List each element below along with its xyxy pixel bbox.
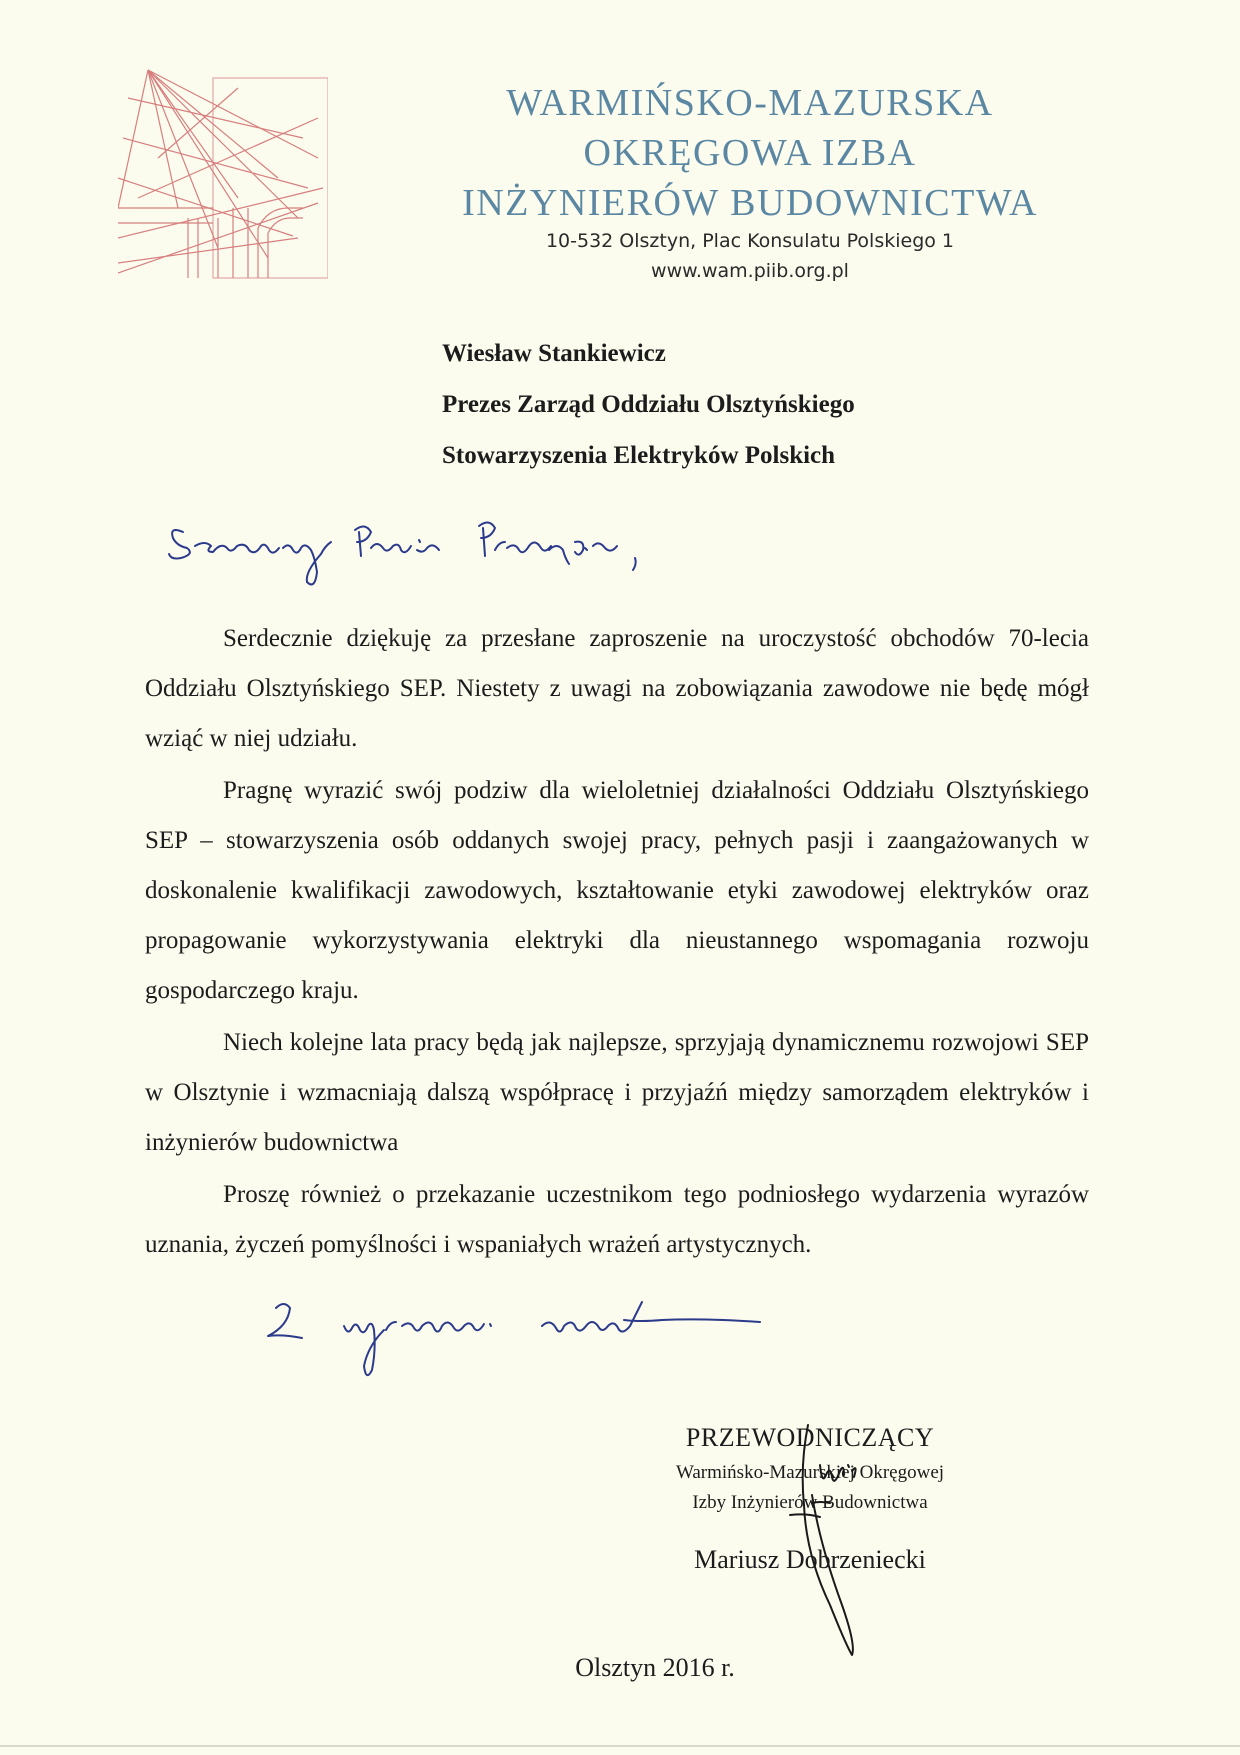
greeting-text: Szanowny Panie Prezesie,	[165, 512, 176, 513]
body-paragraph-4: Proszę również o przekazanie uczestnikom tego podniosłego wydarzenia wyrazów uznania, życzeń pomyślności i wspaniałych wrażeń artystycznych.	[145, 1181, 1089, 1258]
body-paragraph-3: Niech kolejne lata pracy będą jak najlepsze, sprzyjają dynamicznemu rozwojowi SEP w Olsztynie i wzmacniają dalszą współpracę i przyjaźń między samorządem elektryków i inżynierów budownictwa	[145, 1029, 1089, 1156]
handwritten-closing	[262, 1290, 842, 1385]
chamber-logo	[118, 58, 328, 280]
organization-contact	[500, 226, 1000, 286]
recipient-block	[442, 328, 855, 481]
signatory-title: PRZEWODNICZĄCY	[685, 1423, 935, 1452]
website: www.wam.piib.org.pl	[651, 260, 849, 282]
org-name-line-3: INŻYNIERÓW BUDOWNICTWA	[462, 182, 1038, 224]
signatory-name: Mariusz Dobrzeniecki	[694, 1545, 926, 1574]
place-and-date: Olsztyn 2016 r.	[575, 1653, 735, 1682]
signatory-org-line-2: Izby Inżynierów Budownictwa	[692, 1492, 928, 1513]
scan-edge-line	[0, 1745, 1240, 1747]
letter-body	[145, 614, 1089, 1272]
org-name-line-2: OKRĘGOWA IZBA	[583, 132, 917, 174]
body-paragraph-2: Pragnę wyrazić swój podziw dla wieloletniej działalności Oddziału Olsztyńskiego SEP – stowarzyszenia osób oddanych swojej pracy, pełnych pasji i zaangażowanych w doskonalenie kwalifikacji zawodowych, kształtowanie etyki zawodowej elektryków oraz propagowanie wykorzystywania elektryki dla nieustannego wspomagania rozwoju gospodarczego kraju.	[145, 777, 1089, 1004]
handwritten-signature	[760, 1405, 880, 1665]
signatory-org-line-1: Warmińsko-Mazurskiej Okręgowej	[675, 1462, 945, 1483]
organization-name	[400, 78, 1100, 228]
org-name-line-1: WARMIŃSKO-MAZURSKA	[506, 82, 994, 124]
recipient-title-line-1: Prezes Zarząd Oddziału Olsztyńskiego	[442, 391, 855, 418]
body-paragraph-1: Serdecznie dziękuję za przesłane zaproszenie na uroczystość obchodów 70-lecia Oddziału Olsztyńskiego SEP. Niestety z uwagi na zobowiązania zawodowe nie będę mógł wziąć w niej udziału.	[145, 625, 1089, 752]
recipient-title-line-2: Stowarzyszenia Elektryków Polskich	[442, 442, 836, 469]
address: 10-532 Olsztyn, Plac Konsulatu Polskiego 1	[545, 230, 955, 252]
handwritten-greeting	[165, 512, 725, 602]
recipient-name: Wiesław Stankiewicz	[442, 340, 666, 367]
closing-text: Z wyrazami szacunku	[262, 1290, 271, 1291]
